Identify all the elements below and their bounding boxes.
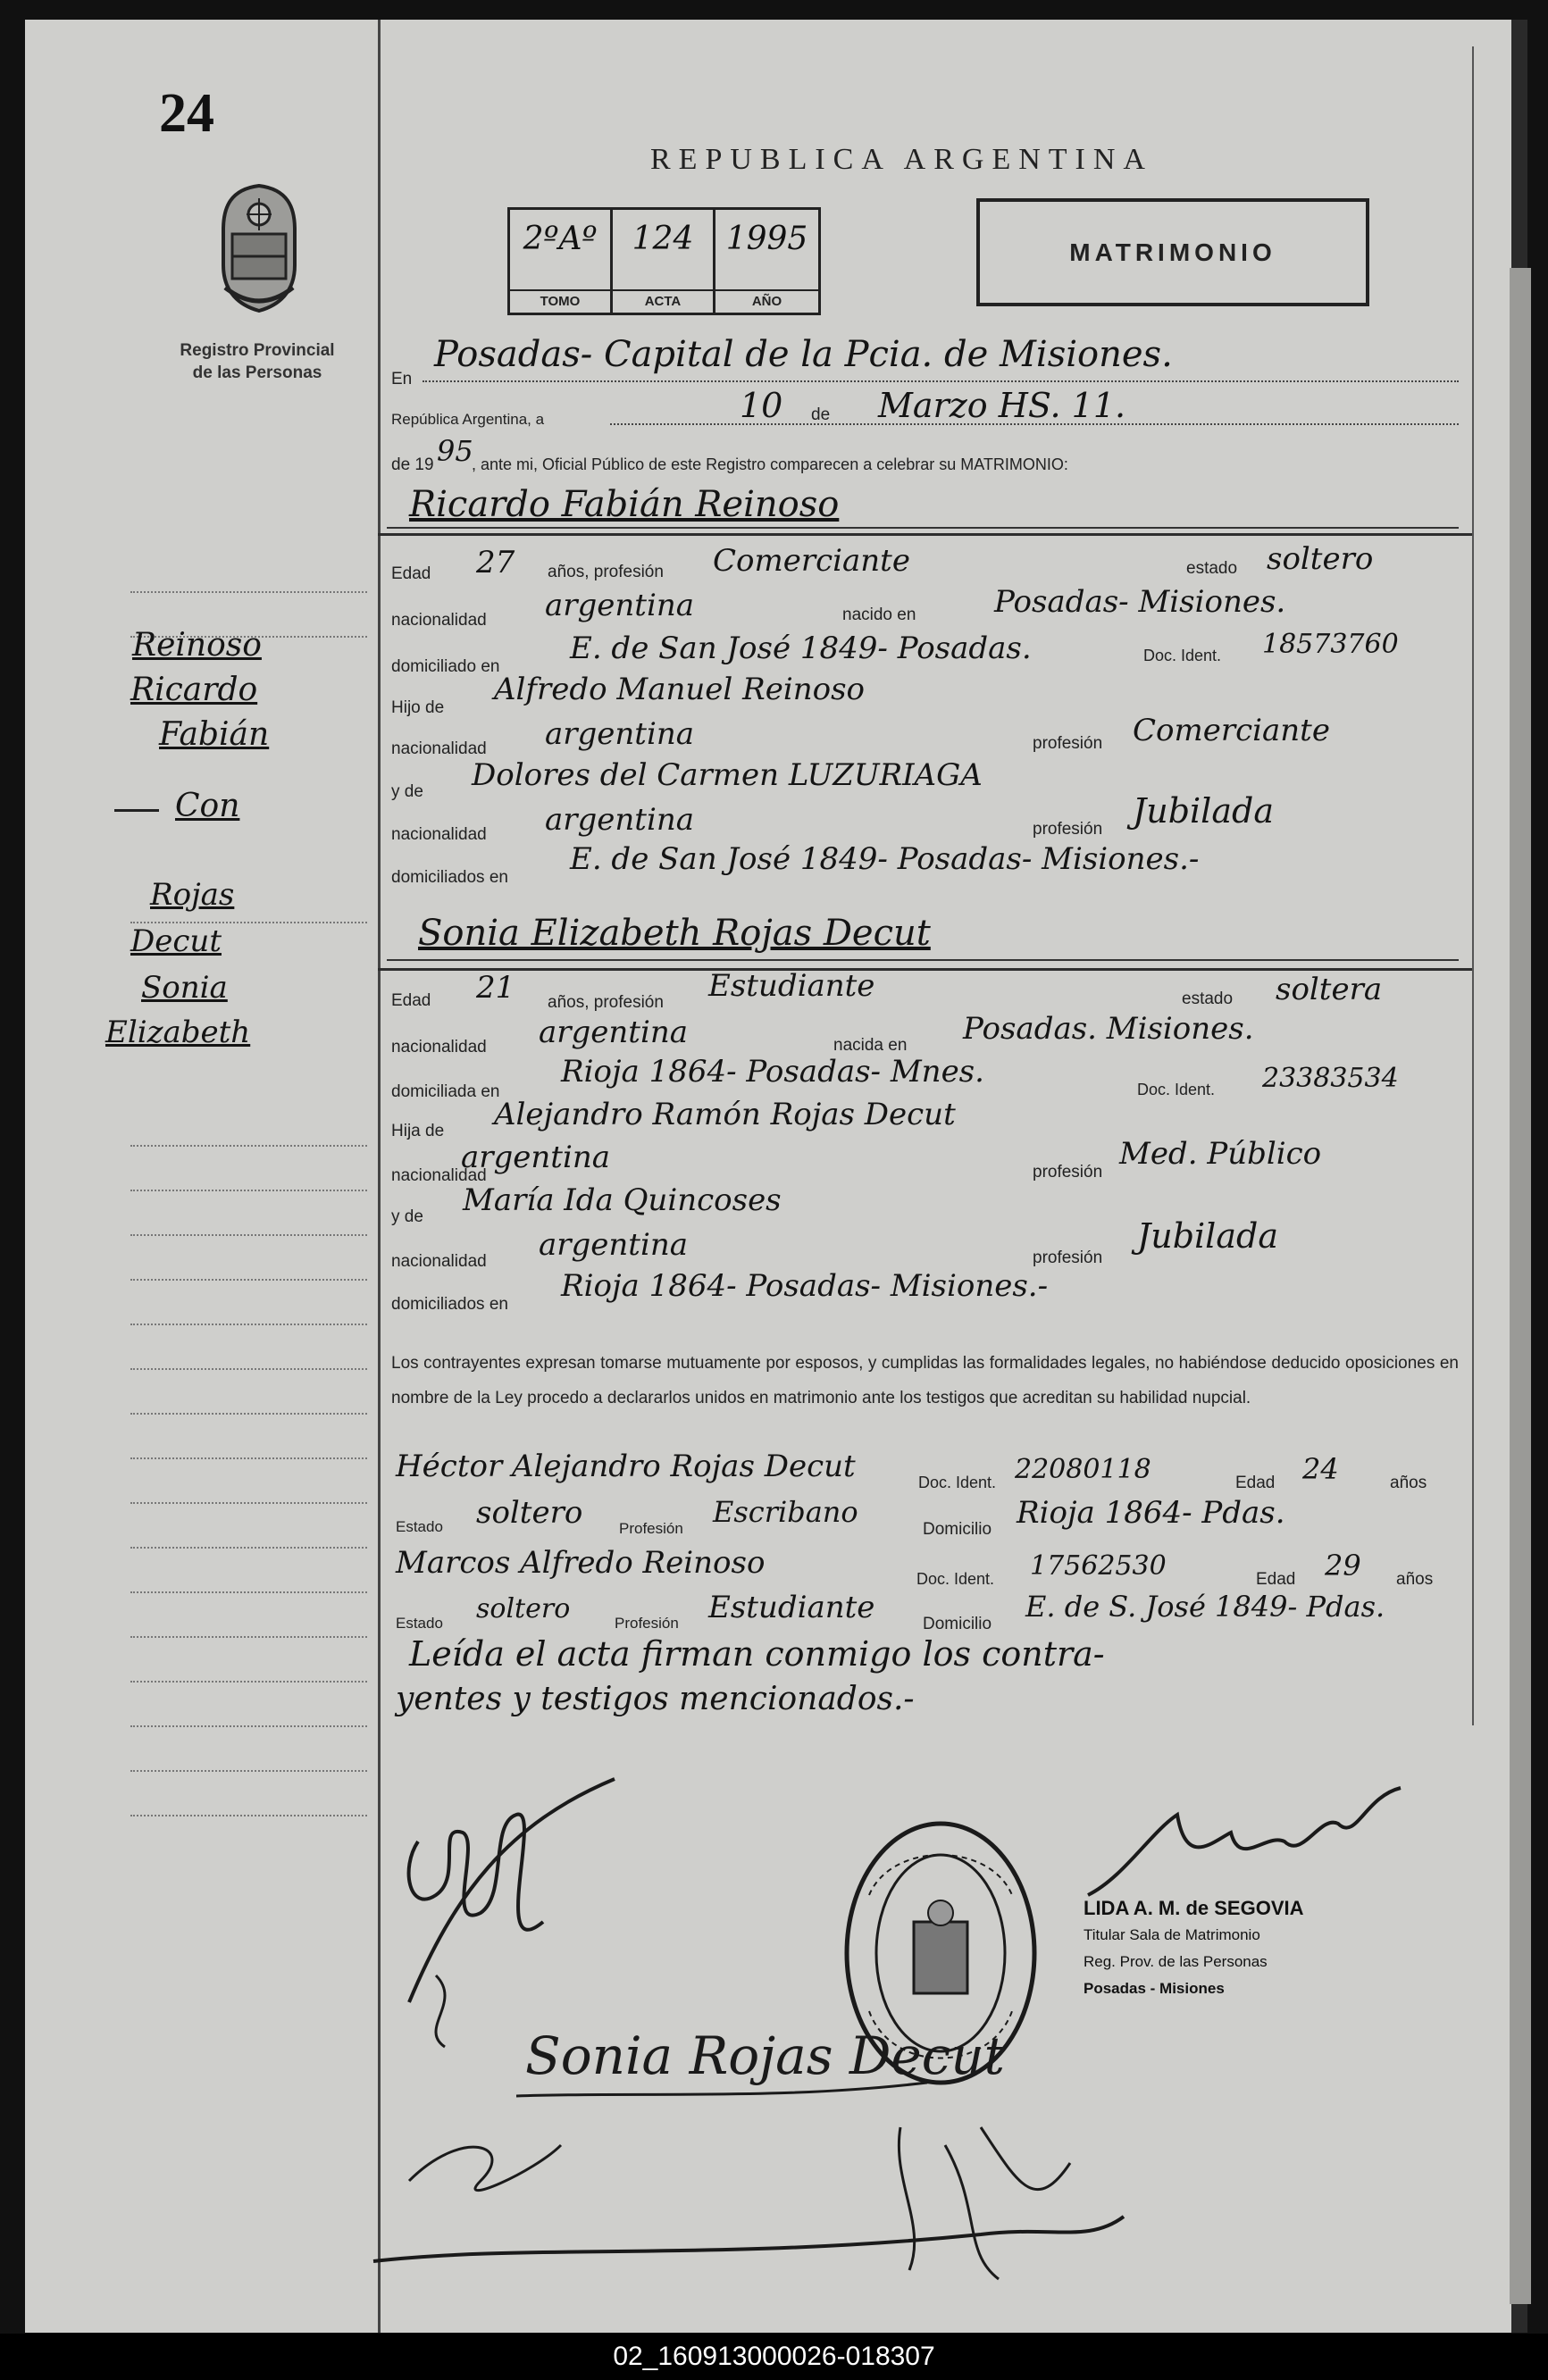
- acta-value: 124: [632, 221, 694, 257]
- witness2-doc-label: Doc. Ident.: [916, 1570, 995, 1588]
- witness-signatures-icon: [356, 2109, 1159, 2288]
- groom-mother-profession: Jubilada: [1133, 791, 1274, 831]
- witness2-civil-status: soltero: [476, 1593, 571, 1624]
- witness2-profesion-label: Profesión: [615, 1615, 679, 1632]
- bride-nationality: argentina: [539, 1015, 689, 1050]
- declaration-text: , ante mi, Oficial Público de este Registro comparecen a celebrar su MATRIMONIO:: [472, 455, 1068, 473]
- bride-age: 21: [476, 970, 515, 1006]
- bride-mother-profession: Jubilada: [1137, 1216, 1278, 1256]
- groom-name: Ricardo Fabián Reinoso: [409, 484, 840, 525]
- groom-address: E. de San José 1849- Posadas.: [570, 630, 1032, 666]
- official-stamp-line1: LIDA A. M. de SEGOVIA: [1084, 1897, 1304, 1919]
- witness1-estado-label: Estado: [396, 1518, 443, 1535]
- bride-address: Rioja 1864- Posadas- Mnes.: [561, 1054, 984, 1090]
- official-seal-icon: [838, 1815, 1043, 2092]
- bride-mother-nationality: argentina: [539, 1227, 689, 1263]
- groom-edad-label: Edad: [391, 564, 431, 583]
- witness2-profession: Estudiante: [708, 1590, 875, 1625]
- groom-father-profession: Comerciante: [1133, 713, 1330, 748]
- en-label: En: [391, 370, 413, 388]
- bride-separator: [378, 968, 1472, 971]
- de-label: de: [811, 405, 831, 424]
- right-border-rule: [1472, 46, 1474, 1725]
- groom-age: 27: [476, 545, 515, 580]
- year-suffix: 95: [437, 434, 473, 468]
- tomo-label: TOMO: [510, 289, 610, 313]
- margin-groom-line1: Reinoso: [132, 627, 262, 664]
- groom-domiciliados-label: domiciliados en: [391, 868, 508, 887]
- witness1-edad-label: Edad: [1235, 1474, 1276, 1492]
- witness2-age: 29: [1325, 1549, 1361, 1582]
- tomo-value: 2ºAº: [523, 221, 598, 257]
- witness1-doc: 22080118: [1015, 1454, 1151, 1485]
- bride-birthplace: Posadas. Misiones.: [963, 1011, 1254, 1047]
- margin-bride-line3: Sonia: [141, 970, 228, 1006]
- witness1-age: 24: [1302, 1452, 1339, 1486]
- record-type-box: MATRIMONIO: [976, 198, 1369, 306]
- bride-yde-label: y de: [391, 1207, 423, 1226]
- margin-bride-line1: Rojas: [150, 877, 235, 913]
- bride-doc: 23383534: [1262, 1063, 1399, 1094]
- witness2-address: E. de S. José 1849- Pdas.: [1025, 1590, 1385, 1624]
- bride-father-profession-label: profesión: [1033, 1163, 1103, 1182]
- witness1-anos-label: años: [1390, 1474, 1427, 1492]
- official-stamp: [1084, 1895, 1304, 2002]
- witness1-domicilio-label: Domicilio: [923, 1520, 992, 1539]
- place-value: Posadas- Capital de la Pcia. de Misiones.: [434, 334, 1173, 375]
- groom-estado-label: estado: [1186, 559, 1238, 578]
- witness2-name: Marcos Alfredo Reinoso: [396, 1545, 766, 1581]
- bride-mother: María Ida Quincoses: [463, 1182, 782, 1218]
- bride-profession: Estudiante: [708, 968, 875, 1004]
- groom-profesion-label: años, profesión: [548, 563, 664, 581]
- witness1-civil-status: soltero: [476, 1495, 583, 1531]
- country-title: REPUBLICA ARGENTINA: [650, 143, 1153, 176]
- groom-mother-nationality: argentina: [545, 802, 695, 838]
- closing-line2: yentes y testigos mencionados.-: [396, 1681, 915, 1717]
- groom-doc: 18573760: [1262, 629, 1399, 660]
- groom-mother-nationality-label: nacionalidad: [391, 825, 487, 844]
- closing-line1: Leída el acta firman conmigo los contra-: [409, 1634, 1105, 1674]
- witness2-edad-label: Edad: [1256, 1570, 1296, 1589]
- acta-label: ACTA: [613, 289, 713, 313]
- witness1-address: Rioja 1864- Pdas.: [1017, 1495, 1285, 1531]
- margin-bride-line4: Elizabeth: [105, 1015, 251, 1050]
- acta-cell: [613, 210, 715, 313]
- groom-domicilio-label: domiciliado en: [391, 657, 500, 676]
- groom-father-profession-label: profesión: [1033, 734, 1103, 753]
- ano-value: 1995: [725, 221, 808, 257]
- file-id-bar: 02_160913000026-018307: [0, 2334, 1548, 2380]
- groom-yde-label: y de: [391, 782, 423, 801]
- witness2-doc: 17562530: [1030, 1550, 1167, 1582]
- witness1-profession: Escribano: [713, 1495, 858, 1529]
- bride-father: Alejandro Ramón Rojas Decut: [494, 1097, 956, 1132]
- year-prefix: de 19: [391, 455, 434, 474]
- tomo-cell: [510, 210, 613, 313]
- groom-nacido-label: nacido en: [842, 605, 916, 624]
- ano-cell: [715, 210, 818, 313]
- bride-father-profession: Med. Público: [1119, 1136, 1322, 1172]
- registry-line1: Registro Provincial: [180, 341, 335, 360]
- bride-father-nationality: argentina: [461, 1140, 611, 1175]
- bride-doc-label: Doc. Ident.: [1137, 1081, 1216, 1098]
- margin-dash-left: [114, 809, 159, 812]
- margin-groom-line2: Ricardo: [130, 672, 258, 708]
- bride-profesion-label: años, profesión: [548, 993, 664, 1012]
- witness1-name: Héctor Alejandro Rojas Decut: [396, 1449, 856, 1484]
- month-hour-value: Marzo HS. 11.: [878, 386, 1126, 425]
- groom-father-nationality: argentina: [545, 716, 695, 752]
- margin-con: Con: [175, 788, 240, 824]
- bride-name: Sonia Elizabeth Rojas Decut: [418, 913, 931, 954]
- margin-bride-line2: Decut: [130, 923, 222, 959]
- groom-separator: [378, 533, 1472, 536]
- bride-mother-profession-label: profesión: [1033, 1248, 1103, 1267]
- sheet-number: 24: [159, 83, 214, 144]
- witness2-anos-label: años: [1396, 1570, 1434, 1589]
- bride-edad-label: Edad: [391, 991, 431, 1010]
- bride-father-nationality-label: nacionalidad: [391, 1166, 487, 1185]
- bride-domicilio-label: domiciliada en: [391, 1082, 500, 1101]
- groom-father-nationality-label: nacionalidad: [391, 739, 487, 758]
- bride-estado-label: estado: [1182, 990, 1234, 1008]
- day-value: 10: [740, 386, 783, 425]
- bride-hija-label: Hija de: [391, 1122, 445, 1140]
- registry-line2: de las Personas: [192, 363, 322, 382]
- groom-profession: Comerciante: [713, 543, 910, 579]
- witness2-domicilio-label: Domicilio: [923, 1615, 992, 1633]
- official-stamp-line4: Posadas - Misiones: [1084, 1980, 1225, 1997]
- groom-mother-profession-label: profesión: [1033, 820, 1103, 839]
- groom-doc-label: Doc. Ident.: [1143, 647, 1222, 664]
- bride-nacionalidad-label: nacionalidad: [391, 1038, 487, 1056]
- registry-label: [159, 339, 356, 384]
- document-page: [25, 20, 1527, 2333]
- legal-statement: Los contrayentes expresan tomarse mutuamente por esposos, y cumplidas las formalidades legales, no habiéndose deducido oposiciones en nombre de la Ley procedo a declararlos unidos en matrimonio ante los testigos que acreditan su habilidad nupcial.: [391, 1354, 1459, 1407]
- bride-civil-status: soltera: [1276, 972, 1383, 1007]
- bride-mother-nationality-label: nacionalidad: [391, 1252, 487, 1271]
- groom-hijo-label: Hijo de: [391, 698, 445, 717]
- official-stamp-line2: Titular Sala de Matrimonio: [1084, 1926, 1260, 1943]
- ano-label: AÑO: [715, 289, 818, 313]
- bride-parents-address: Rioja 1864- Posadas- Misiones.-: [561, 1268, 1049, 1304]
- groom-father: Alfredo Manuel Reinoso: [494, 672, 865, 707]
- groom-parents-address: E. de San José 1849- Posadas- Misiones.-: [570, 841, 1200, 877]
- coat-of-arms-icon: [213, 180, 306, 314]
- republic-label: República Argentina, a: [391, 411, 545, 428]
- bride-signature-text: Sonia Rojas Decut: [525, 2025, 1005, 2086]
- witness1-doc-label: Doc. Ident.: [918, 1474, 997, 1491]
- bride-domiciliados-label: domiciliados en: [391, 1295, 508, 1314]
- groom-birthplace: Posadas- Misiones.: [994, 584, 1286, 620]
- groom-nacionalidad-label: nacionalidad: [391, 611, 487, 630]
- witness2-estado-label: Estado: [396, 1615, 443, 1632]
- groom-civil-status: soltero: [1267, 541, 1374, 577]
- witness1-profesion-label: Profesión: [619, 1520, 683, 1537]
- bride-nacida-label: nacida en: [833, 1036, 908, 1055]
- official-signature-icon: [1070, 1779, 1410, 1913]
- page-edge: [1510, 268, 1531, 2304]
- official-stamp-line3: Reg. Prov. de las Personas: [1084, 1953, 1268, 1970]
- groom-nationality: argentina: [545, 588, 695, 623]
- margin-groom-line3: Fabián: [159, 716, 270, 753]
- groom-mother: Dolores del Carmen LUZURIAGA: [472, 757, 983, 793]
- record-number-box: [507, 207, 821, 315]
